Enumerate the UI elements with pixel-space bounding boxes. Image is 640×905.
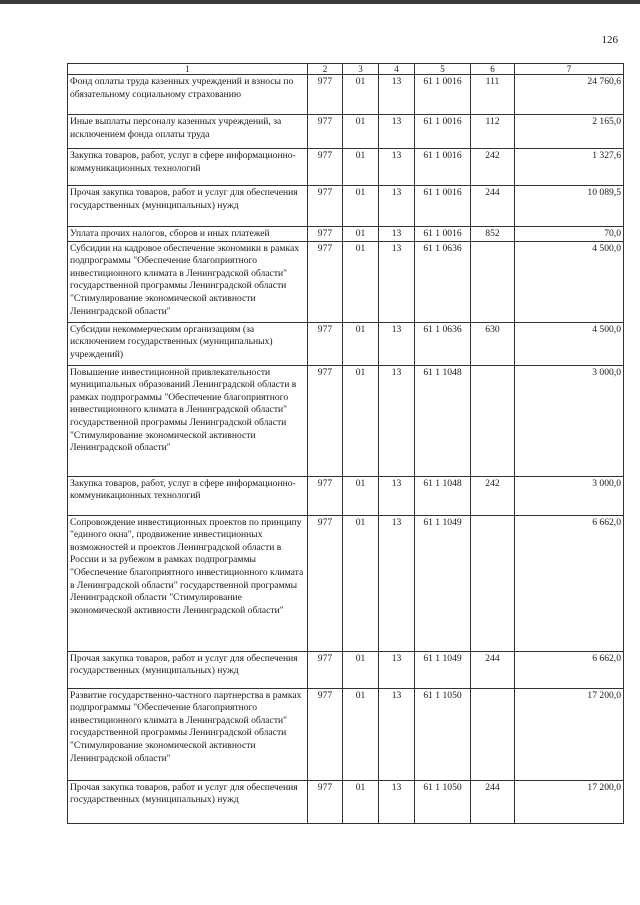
row-c6-cell: 112	[471, 115, 515, 149]
row-c7-cell: 24 760,6	[515, 75, 624, 115]
row-c2-cell: 977	[308, 780, 343, 823]
row-name-cell: Иные выплаты персоналу казенных учреждений, за исключением фонда оплаты труда	[68, 115, 308, 149]
table-row	[68, 688, 624, 780]
row-c5-cell: 61 1 0016	[415, 186, 471, 227]
row-c2-cell: 977	[308, 476, 343, 515]
row-c4-cell: 13	[379, 688, 415, 780]
table-header-row	[68, 64, 624, 75]
table-row	[68, 780, 624, 823]
row-c2-cell: 977	[308, 688, 343, 780]
row-c2-cell: 977	[308, 115, 343, 149]
row-name-cell: Фонд оплаты труда казенных учреждений и взносы по обязательному социальному страхованию	[68, 75, 308, 115]
table-row	[68, 227, 624, 242]
row-c3-cell: 01	[343, 515, 379, 651]
row-c5-cell: 61 1 0016	[415, 149, 471, 186]
row-c6-cell: 244	[471, 780, 515, 823]
table-row	[68, 75, 624, 115]
header-col-1: 1	[68, 64, 308, 75]
row-c7-cell: 3 000,0	[515, 476, 624, 515]
row-c7-cell: 70,0	[515, 227, 624, 242]
header-col-6: 6	[471, 64, 515, 75]
header-col-5: 5	[415, 64, 471, 75]
header-col-7: 7	[515, 64, 624, 75]
row-c2-cell: 977	[308, 241, 343, 322]
table-row	[68, 365, 624, 476]
row-c3-cell: 01	[343, 780, 379, 823]
row-c7-cell: 17 200,0	[515, 780, 624, 823]
row-c5-cell: 61 1 1048	[415, 365, 471, 476]
table-row	[68, 651, 624, 688]
row-c4-cell: 13	[379, 476, 415, 515]
row-c5-cell: 61 1 1049	[415, 651, 471, 688]
table-row	[68, 149, 624, 186]
row-c4-cell: 13	[379, 515, 415, 651]
row-name-cell: Уплата прочих налогов, сборов и иных платежей	[68, 227, 308, 242]
row-c3-cell: 01	[343, 322, 379, 365]
row-c6-cell	[471, 688, 515, 780]
row-c2-cell: 977	[308, 227, 343, 242]
row-c5-cell: 61 1 0636	[415, 241, 471, 322]
row-c4-cell: 13	[379, 780, 415, 823]
table-row	[68, 515, 624, 651]
row-c3-cell: 01	[343, 365, 379, 476]
row-c3-cell: 01	[343, 149, 379, 186]
row-c3-cell: 01	[343, 186, 379, 227]
row-c6-cell: 244	[471, 651, 515, 688]
row-name-cell: Закупка товаров, работ, услуг в сфере информационно-коммуникационных технологий	[68, 149, 308, 186]
row-c7-cell: 2 165,0	[515, 115, 624, 149]
scan-edge	[0, 0, 640, 4]
row-c3-cell: 01	[343, 241, 379, 322]
row-c5-cell: 61 1 1050	[415, 780, 471, 823]
row-c2-cell: 977	[308, 365, 343, 476]
row-c5-cell: 61 1 1049	[415, 515, 471, 651]
row-name-cell: Закупка товаров, работ, услуг в сфере информационно-коммуникационных технологий	[68, 476, 308, 515]
row-c3-cell: 01	[343, 688, 379, 780]
header-col-2: 2	[308, 64, 343, 75]
row-c2-cell: 977	[308, 149, 343, 186]
row-c6-cell	[471, 241, 515, 322]
row-c6-cell: 852	[471, 227, 515, 242]
row-c6-cell: 111	[471, 75, 515, 115]
header-col-3: 3	[343, 64, 379, 75]
row-c4-cell: 13	[379, 75, 415, 115]
table-row	[68, 186, 624, 227]
row-c7-cell: 4 500,0	[515, 322, 624, 365]
table-row	[68, 322, 624, 365]
row-c3-cell: 01	[343, 651, 379, 688]
row-c5-cell: 61 1 0636	[415, 322, 471, 365]
row-name-cell: Сопровождение инвестиционных проектов по принципу "единого окна", продвижение инвестиционных возможностей и проектов Ленинградской области в России и за рубежом в рамках подпрограммы "Обеспечение благоприятного инвестиционного климата в Ленинградской области" государственной программы Ленинградской области "Стимулирование экономической активности Ленинградской области"	[68, 515, 308, 651]
row-c5-cell: 61 1 0016	[415, 227, 471, 242]
row-name-cell: Субсидии на кадровое обеспечение экономики в рамках подпрограммы "Обеспечение благоприятного инвестиционного климата в Ленинградской области" государственной программы Ленинградской области "Стимулирование экономической активности Ленинградской области"	[68, 241, 308, 322]
row-c6-cell: 630	[471, 322, 515, 365]
row-c6-cell: 242	[471, 476, 515, 515]
row-c2-cell: 977	[308, 515, 343, 651]
row-c4-cell: 13	[379, 365, 415, 476]
row-name-cell: Повышение инвестиционной привлекательности муниципальных образований Ленинградской области в рамках подпрограммы "Обеспечение благоприятного инвестиционного климата в Ленинградской области" государственной программы Ленинградской области "Стимулирование экономической активности Ленинградской области"	[68, 365, 308, 476]
table-row	[68, 115, 624, 149]
row-c4-cell: 13	[379, 149, 415, 186]
row-c7-cell: 10 089,5	[515, 186, 624, 227]
row-c4-cell: 13	[379, 241, 415, 322]
row-c6-cell	[471, 515, 515, 651]
row-c4-cell: 13	[379, 186, 415, 227]
row-c7-cell: 6 662,0	[515, 651, 624, 688]
row-name-cell: Прочая закупка товаров, работ и услуг для обеспечения государственных (муниципальных) нужд	[68, 651, 308, 688]
page-number: 126	[601, 34, 618, 46]
table-row	[68, 476, 624, 515]
row-c5-cell: 61 1 1048	[415, 476, 471, 515]
row-c7-cell: 3 000,0	[515, 365, 624, 476]
row-name-cell: Прочая закупка товаров, работ и услуг для обеспечения государственных (муниципальных) нужд	[68, 780, 308, 823]
row-c5-cell: 61 1 0016	[415, 115, 471, 149]
row-c6-cell	[471, 365, 515, 476]
row-c7-cell: 6 662,0	[515, 515, 624, 651]
row-c6-cell: 244	[471, 186, 515, 227]
row-c2-cell: 977	[308, 322, 343, 365]
budget-table	[67, 63, 624, 824]
row-c4-cell: 13	[379, 322, 415, 365]
row-c7-cell: 1 327,6	[515, 149, 624, 186]
row-c3-cell: 01	[343, 75, 379, 115]
row-c3-cell: 01	[343, 115, 379, 149]
row-name-cell: Прочая закупка товаров, работ и услуг для обеспечения государственных (муниципальных) нужд	[68, 186, 308, 227]
row-c5-cell: 61 1 0016	[415, 75, 471, 115]
row-c4-cell: 13	[379, 651, 415, 688]
row-c4-cell: 13	[379, 115, 415, 149]
row-c7-cell: 4 500,0	[515, 241, 624, 322]
row-c3-cell: 01	[343, 227, 379, 242]
row-c5-cell: 61 1 1050	[415, 688, 471, 780]
row-c7-cell: 17 200,0	[515, 688, 624, 780]
row-c6-cell: 242	[471, 149, 515, 186]
row-c4-cell: 13	[379, 227, 415, 242]
row-name-cell: Развитие государственно-частного партнерства в рамках подпрограммы "Обеспечение благоприятного инвестиционного климата в Ленинградской области" государственной программы Ленинградской области "Стимулирование экономической активности Ленинградской области"	[68, 688, 308, 780]
row-c2-cell: 977	[308, 186, 343, 227]
table-row	[68, 241, 624, 322]
row-c3-cell: 01	[343, 476, 379, 515]
row-c2-cell: 977	[308, 75, 343, 115]
header-col-4: 4	[379, 64, 415, 75]
row-name-cell: Субсидии некоммерческим организациям (за исключением государственных (муниципальных) учреждений)	[68, 322, 308, 365]
row-c2-cell: 977	[308, 651, 343, 688]
